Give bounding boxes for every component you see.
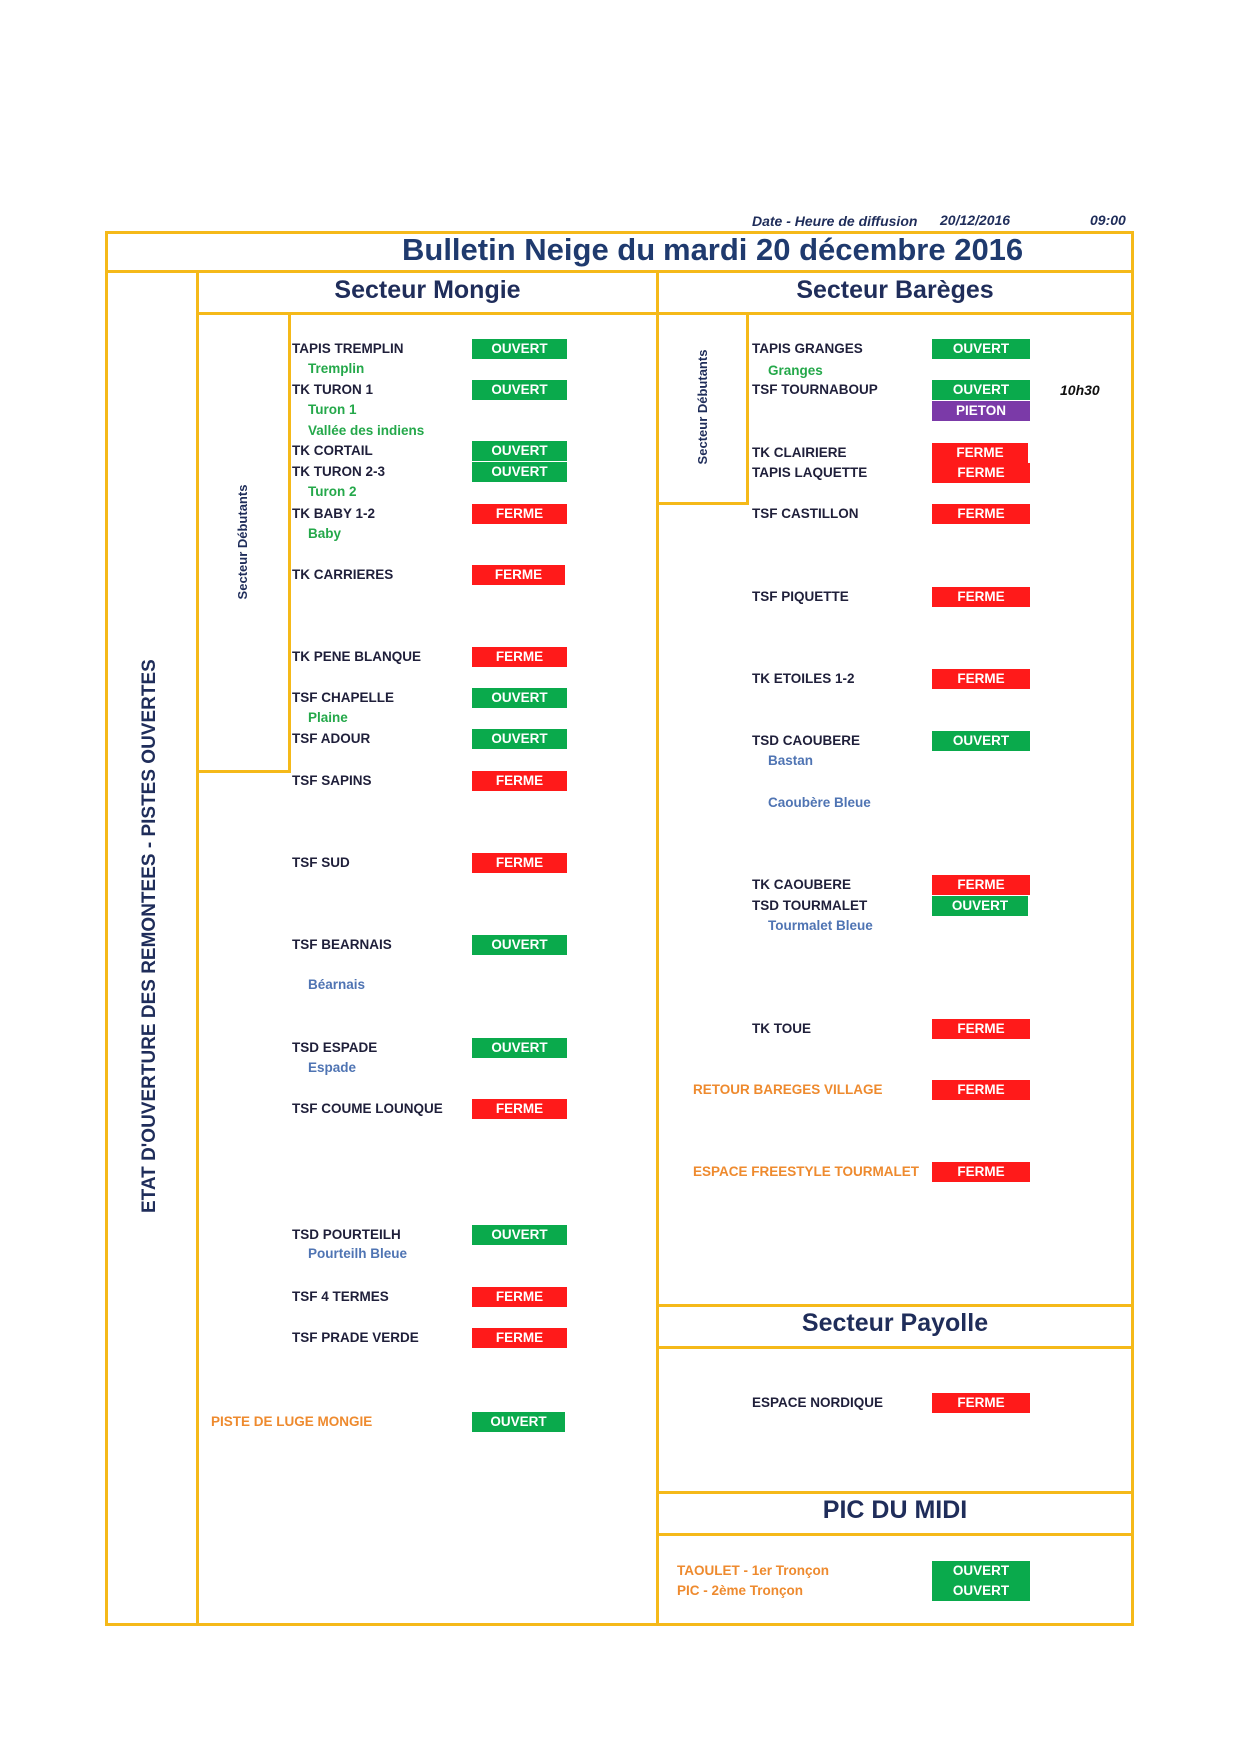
- piste-name: Pourteilh Bleue: [308, 1246, 408, 1261]
- frame-left: [105, 231, 108, 1626]
- status-badge: OUVERT: [472, 441, 567, 461]
- status-badge: FERME: [472, 771, 567, 791]
- lift-name: ESPACE NORDIQUE: [752, 1395, 884, 1410]
- status-badge: OUVERT: [932, 380, 1030, 400]
- frame-right: [1131, 231, 1134, 1626]
- side-label: ETAT D'OUVERTURE DES REMONTEES - PISTES OUVERTES: [139, 659, 160, 1213]
- status-badge: FERME: [932, 587, 1030, 607]
- lift-name: TK CAOUBERE: [752, 877, 852, 892]
- lift-name: TK CORTAIL: [292, 443, 373, 458]
- lift-name: TSD TOURMALET: [752, 898, 868, 913]
- lift-name: TK TURON 1: [292, 382, 373, 397]
- status-badge: FERME: [932, 669, 1030, 689]
- lift-name: TSF 4 TERMES: [292, 1289, 389, 1304]
- payolle-top: [656, 1304, 1134, 1307]
- status-badge: FERME: [472, 1328, 567, 1348]
- sector-divider: [196, 312, 1134, 315]
- piste-name: Baby: [308, 526, 342, 541]
- broadcast-label: Date - Heure de diffusion: [752, 213, 918, 229]
- piste-name: Vallée des indiens: [308, 423, 425, 438]
- status-badge: FERME: [932, 1162, 1030, 1182]
- center-divider: [656, 270, 659, 1626]
- status-badge: FERME: [472, 1287, 567, 1307]
- pic-divider: [656, 1533, 1134, 1536]
- payolle-divider: [656, 1346, 1134, 1349]
- page-title-prefix: Bulletin Neige du: [402, 232, 656, 267]
- status-badge: OUVERT: [932, 1561, 1030, 1581]
- lift-name: PISTE DE LUGE MONGIE: [211, 1414, 373, 1429]
- status-badge: FERME: [472, 504, 567, 524]
- status-badge: OUVERT: [932, 731, 1030, 751]
- piste-name: Bastan: [768, 753, 814, 768]
- lift-name: TSD CAOUBERE: [752, 733, 861, 748]
- status-badge: FERME: [472, 1099, 567, 1119]
- lift-name: TAPIS LAQUETTE: [752, 465, 868, 480]
- status-badge: FERME: [932, 875, 1030, 895]
- status-badge: FERME: [932, 443, 1028, 463]
- status-badge: FERME: [472, 853, 567, 873]
- lift-name: TSF SAPINS: [292, 773, 372, 788]
- piste-name: Caoubère Bleue: [768, 795, 871, 810]
- lift-name: TK CLAIRIERE: [752, 445, 847, 460]
- frame-bottom: [105, 1623, 1134, 1626]
- page-title-date: mardi 20 décembre 2016: [663, 232, 1024, 267]
- piste-name: Tourmalet Bleue: [768, 918, 873, 933]
- title-divider: [105, 270, 1134, 273]
- time-note: 10h30: [1060, 382, 1100, 398]
- lift-name: TAOULET - 1er Tronçon: [677, 1563, 830, 1578]
- status-badge: FERME: [932, 463, 1030, 483]
- lift-name: TSF BEARNAIS: [292, 937, 392, 952]
- broadcast-date: 20/12/2016: [940, 212, 1011, 228]
- lift-name: TSF COUME LOUNQUE: [292, 1101, 443, 1116]
- lift-name: TSF PRADE VERDE: [292, 1330, 419, 1345]
- status-badge: OUVERT: [472, 380, 567, 400]
- status-badge: OUVERT: [472, 1412, 565, 1432]
- status-badge: OUVERT: [472, 1225, 567, 1245]
- status-badge: OUVERT: [472, 688, 567, 708]
- lift-name: TAPIS TREMPLIN: [292, 341, 404, 356]
- lift-name: TSF ADOUR: [292, 731, 371, 746]
- lift-name: TSF CASTILLON: [752, 506, 859, 521]
- status-badge: FERME: [932, 1019, 1030, 1039]
- mongie-debutants-right: [288, 312, 291, 773]
- lift-name: TAPIS GRANGES: [752, 341, 863, 356]
- payolle-title: Secteur Payolle: [801, 1309, 989, 1337]
- bareges-debutants-bottom: [656, 502, 749, 505]
- piste-name: Granges: [768, 363, 823, 378]
- status-badge: OUVERT: [932, 339, 1030, 359]
- lift-name: TK CARRIERES: [292, 567, 394, 582]
- status-badge: FERME: [932, 1080, 1030, 1100]
- pieton-badge: PIETON: [932, 401, 1030, 421]
- status-badge: OUVERT: [472, 935, 567, 955]
- lift-name: PIC - 2ème Tronçon: [677, 1583, 804, 1598]
- piste-name: Turon 2: [308, 484, 357, 499]
- bareges-debutants-label: Secteur Débutants: [695, 349, 710, 465]
- lift-name: TSF PIQUETTE: [752, 589, 849, 604]
- lift-name: ESPACE FREESTYLE TOURMALET: [693, 1164, 920, 1179]
- status-badge: OUVERT: [472, 1038, 567, 1058]
- lift-name: TK TURON 2-3: [292, 464, 386, 479]
- lift-name: TK ETOILES 1-2: [752, 671, 855, 686]
- mongie-debutants-label: Secteur Débutants: [235, 484, 250, 600]
- status-badge: FERME: [472, 647, 567, 667]
- lift-name: TSD POURTEILH: [292, 1227, 401, 1242]
- piste-name: Béarnais: [308, 977, 366, 992]
- status-badge: OUVERT: [932, 896, 1028, 916]
- status-badge: OUVERT: [472, 729, 567, 749]
- lift-name: TK PENE BLANQUE: [292, 649, 422, 664]
- lift-name: RETOUR BAREGES VILLAGE: [693, 1082, 883, 1097]
- status-badge: OUVERT: [932, 1581, 1030, 1601]
- mongie-debutants-bottom: [196, 770, 291, 773]
- lift-name: TSF TOURNABOUP: [752, 382, 878, 397]
- lift-name: TK TOUE: [752, 1021, 812, 1036]
- status-badge: FERME: [472, 565, 565, 585]
- status-badge: OUVERT: [472, 339, 567, 359]
- bareges-title: Secteur Barèges: [796, 276, 994, 304]
- status-badge: FERME: [932, 504, 1030, 524]
- side-divider: [196, 270, 199, 1626]
- pic-title: PIC DU MIDI: [822, 1496, 968, 1524]
- piste-name: Plaine: [308, 710, 348, 725]
- lift-name: TSD ESPADE: [292, 1040, 378, 1055]
- broadcast-time: 09:00: [1090, 212, 1126, 228]
- lift-name: TSF SUD: [292, 855, 350, 870]
- mongie-title: Secteur Mongie: [334, 276, 521, 304]
- piste-name: Espade: [308, 1060, 357, 1075]
- lift-name: TSF CHAPELLE: [292, 690, 395, 705]
- pic-top: [656, 1491, 1134, 1494]
- lift-name: TK BABY 1-2: [292, 506, 376, 521]
- status-badge: OUVERT: [472, 462, 567, 482]
- piste-name: Turon 1: [308, 402, 357, 417]
- bareges-debutants-right: [746, 312, 749, 505]
- piste-name: Tremplin: [308, 361, 365, 376]
- status-badge: FERME: [932, 1393, 1030, 1413]
